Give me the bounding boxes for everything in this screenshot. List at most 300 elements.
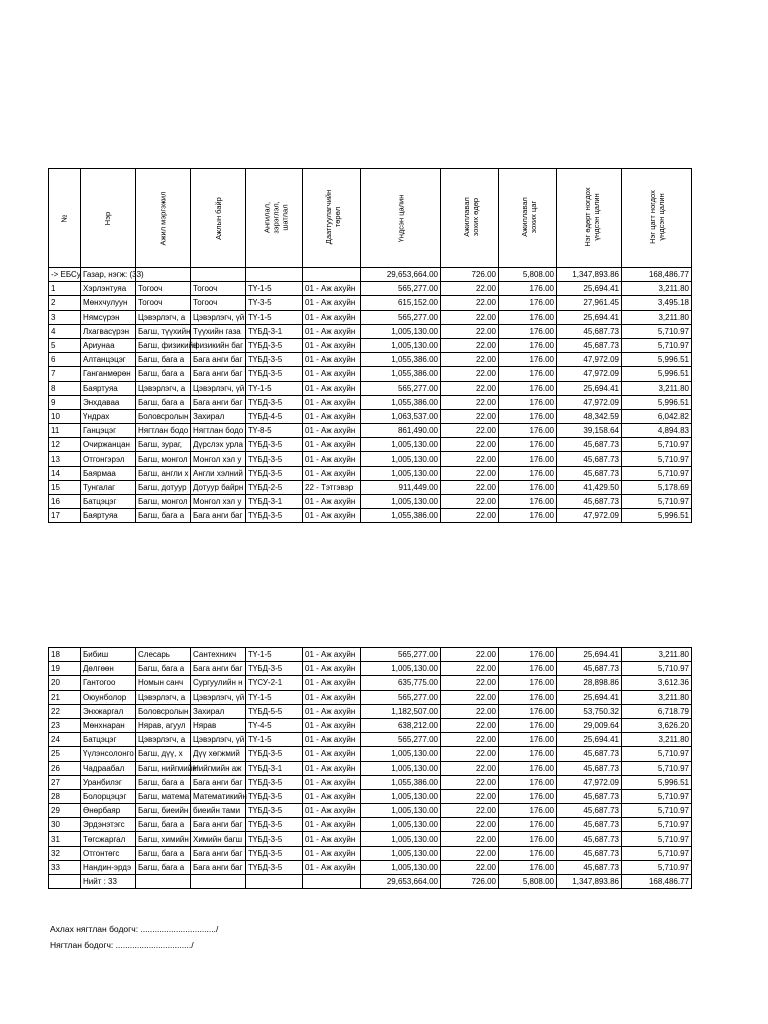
table-row bbox=[49, 367, 692, 381]
table-cell: 5,710.97 bbox=[622, 438, 692, 452]
table-cell: 176.00 bbox=[499, 353, 557, 367]
table-cell: 22.00 bbox=[441, 480, 499, 494]
table-cell: 1,005,130.00 bbox=[361, 804, 441, 818]
table-cell: Багш, биеийн bbox=[136, 804, 191, 818]
table-cell: Багш, монгол bbox=[136, 452, 191, 466]
table-cell: 176.00 bbox=[499, 690, 557, 704]
table-cell: Мөнхнаран bbox=[81, 718, 136, 732]
table-cell: 22.00 bbox=[441, 676, 499, 690]
table-cell: 22 - Тэтгэвэр bbox=[303, 480, 361, 494]
table-cell: Багш, зураг, bbox=[136, 438, 191, 452]
table-cell: 176.00 bbox=[499, 424, 557, 438]
table-cell: ТҮБД-2-5 bbox=[246, 480, 303, 494]
table-cell: 9 bbox=[49, 395, 81, 409]
table-cell: 01 - Аж ахуйн bbox=[303, 381, 361, 395]
table-cell: 45,687.73 bbox=[557, 789, 622, 803]
table-cell: 22.00 bbox=[441, 452, 499, 466]
table-cell: Багш, бага а bbox=[136, 367, 191, 381]
table-cell: 01 - Аж ахуйн bbox=[303, 438, 361, 452]
header-cell: Даатгуулагчийн төрөл bbox=[303, 169, 361, 268]
table-cell: Багш, монгол bbox=[136, 495, 191, 509]
table-cell: Тунгалаг bbox=[81, 480, 136, 494]
table-cell: 22.00 bbox=[441, 832, 499, 846]
table-cell: 11 bbox=[49, 424, 81, 438]
table-row bbox=[49, 438, 692, 452]
table-cell: 01 - Аж ахуйн bbox=[303, 310, 361, 324]
table-cell: ТҮ-1-5 bbox=[246, 648, 303, 662]
table-cell: 3,626.20 bbox=[622, 718, 692, 732]
table-cell: 01 - Аж ахуйн bbox=[303, 495, 361, 509]
table-cell: 25,694.41 bbox=[557, 282, 622, 296]
table-cell: Тогооч bbox=[136, 296, 191, 310]
table-cell: Лхагвасүрэн bbox=[81, 324, 136, 338]
table-cell: 25,694.41 bbox=[557, 733, 622, 747]
table-cell: ТҮБД-3-1 bbox=[246, 761, 303, 775]
table-cell: Тогооч bbox=[136, 282, 191, 296]
table-cell: -> ЕБСу bbox=[49, 268, 81, 282]
table-cell: 3,612.36 bbox=[622, 676, 692, 690]
table-cell: 22.00 bbox=[441, 310, 499, 324]
table-cell: 1,005,130.00 bbox=[361, 466, 441, 480]
table-cell: 22 bbox=[49, 704, 81, 718]
table-cell: Дүрслэх урла bbox=[191, 438, 246, 452]
table-row bbox=[49, 282, 692, 296]
header-cell: Нэр bbox=[81, 169, 136, 268]
table-cell: 45,687.73 bbox=[557, 662, 622, 676]
table-cell: 01 - Аж ахуйн bbox=[303, 282, 361, 296]
table-cell: 3,211.80 bbox=[622, 648, 692, 662]
table-cell: 13 bbox=[49, 452, 81, 466]
table-cell: 176.00 bbox=[499, 704, 557, 718]
table-cell: Нягтлан бодо bbox=[191, 424, 246, 438]
table-cell: 726.00 bbox=[441, 268, 499, 282]
table-cell: 3,211.80 bbox=[622, 733, 692, 747]
table-cell: 2 bbox=[49, 296, 81, 310]
table-cell: 22.00 bbox=[441, 409, 499, 423]
table-cell: 22.00 bbox=[441, 846, 499, 860]
table-cell: 1,005,130.00 bbox=[361, 662, 441, 676]
table-cell: 01 - Аж ахуйн bbox=[303, 860, 361, 874]
table-cell: 1,005,130.00 bbox=[361, 495, 441, 509]
table-cell bbox=[49, 875, 81, 889]
table-cell bbox=[136, 875, 191, 889]
table-cell: Цэвэрлэгч, үй bbox=[191, 310, 246, 324]
table-cell: Багш, нийгмийн bbox=[136, 761, 191, 775]
table-row bbox=[49, 789, 692, 803]
table-cell: Отгонгэрэл bbox=[81, 452, 136, 466]
table-cell: Слесарь bbox=[136, 648, 191, 662]
table-cell: Тогооч bbox=[191, 296, 246, 310]
table-cell: 28,898.86 bbox=[557, 676, 622, 690]
table-cell: 45,687.73 bbox=[557, 804, 622, 818]
accountant-signature: Нягтлан бодогч: ................................/ bbox=[50, 940, 194, 950]
table-cell: Багш, бага а bbox=[136, 509, 191, 523]
table-cell: Цэвэрлэгч, а bbox=[136, 310, 191, 324]
table-cell: 176.00 bbox=[499, 733, 557, 747]
table-cell: 22.00 bbox=[441, 648, 499, 662]
table-cell: ТҮ-1-5 bbox=[246, 310, 303, 324]
table-cell: Цэвэрлэгч, а bbox=[136, 381, 191, 395]
table-cell: 176.00 bbox=[499, 409, 557, 423]
table-cell: Нандин-эрдэ bbox=[81, 860, 136, 874]
table-cell: Багш, физикийн bbox=[136, 338, 191, 352]
table-cell: 176.00 bbox=[499, 466, 557, 480]
table-cell: 1,005,130.00 bbox=[361, 846, 441, 860]
table-cell: 5,710.97 bbox=[622, 747, 692, 761]
table-cell: 168,486.77 bbox=[622, 268, 692, 282]
table-cell: 29,653,664.00 bbox=[361, 875, 441, 889]
table-cell: 22.00 bbox=[441, 381, 499, 395]
header-cell: Ажлын байр bbox=[191, 169, 246, 268]
table-cell: Нярав bbox=[191, 718, 246, 732]
table-cell: 14 bbox=[49, 466, 81, 480]
table-cell: 638,212.00 bbox=[361, 718, 441, 732]
table-cell: 5 bbox=[49, 338, 81, 352]
table-cell: 45,687.73 bbox=[557, 747, 622, 761]
table-cell: Батцэцэг bbox=[81, 495, 136, 509]
table-cell: Түүхийн газа bbox=[191, 324, 246, 338]
header-cell: Нэг цагт ногдох үндсэн цалин bbox=[622, 169, 692, 268]
table-cell: 01 - Аж ахуйн bbox=[303, 324, 361, 338]
table-cell: Нярав, агуул bbox=[136, 718, 191, 732]
table-cell: 47,972.09 bbox=[557, 367, 622, 381]
table-cell bbox=[303, 875, 361, 889]
table-cell: 1,005,130.00 bbox=[361, 761, 441, 775]
table-cell: 01 - Аж ахуйн bbox=[303, 846, 361, 860]
table-cell: 22.00 bbox=[441, 747, 499, 761]
table-cell: 176.00 bbox=[499, 662, 557, 676]
table-row bbox=[49, 296, 692, 310]
table-cell: 1,005,130.00 bbox=[361, 338, 441, 352]
payroll-table-part-1 bbox=[48, 168, 692, 523]
table-cell: 726.00 bbox=[441, 875, 499, 889]
table-cell: 22.00 bbox=[441, 733, 499, 747]
table-cell: ТҮБД-3-5 bbox=[246, 438, 303, 452]
table-cell: Англи хэлний bbox=[191, 466, 246, 480]
table-cell: 22.00 bbox=[441, 662, 499, 676]
table-cell: 176.00 bbox=[499, 775, 557, 789]
table-row bbox=[49, 395, 692, 409]
table-cell: 176.00 bbox=[499, 495, 557, 509]
table-row bbox=[49, 733, 692, 747]
table-cell: 3,211.80 bbox=[622, 381, 692, 395]
table-row bbox=[49, 648, 692, 662]
table-cell bbox=[246, 268, 303, 282]
table-cell: 22.00 bbox=[441, 438, 499, 452]
table-cell: 176.00 bbox=[499, 804, 557, 818]
table-cell: Нямсүрэн bbox=[81, 310, 136, 324]
table-cell: ТҮБД-3-5 bbox=[246, 452, 303, 466]
table-cell: 176.00 bbox=[499, 832, 557, 846]
table-cell: Баяртуяа bbox=[81, 381, 136, 395]
header-cell: Нэг өдөрт ногдох үндсэн цалин bbox=[557, 169, 622, 268]
table-cell: 5,710.97 bbox=[622, 804, 692, 818]
table-cell: 48,342.59 bbox=[557, 409, 622, 423]
table-cell: 565,277.00 bbox=[361, 310, 441, 324]
table-cell: 176.00 bbox=[499, 324, 557, 338]
table-cell: Бага анги баг bbox=[191, 775, 246, 789]
table-cell: 635,775.00 bbox=[361, 676, 441, 690]
table-cell: 565,277.00 bbox=[361, 381, 441, 395]
table-cell: ТҮБД-3-5 bbox=[246, 367, 303, 381]
table-cell: 3 bbox=[49, 310, 81, 324]
table-cell: 22.00 bbox=[441, 789, 499, 803]
table-cell: 615,152.00 bbox=[361, 296, 441, 310]
table-cell: 3,211.80 bbox=[622, 282, 692, 296]
table-cell: Захирал bbox=[191, 409, 246, 423]
table-row bbox=[49, 324, 692, 338]
table-cell: 01 - Аж ахуйн bbox=[303, 775, 361, 789]
table-row bbox=[49, 832, 692, 846]
table-cell: 1,005,130.00 bbox=[361, 832, 441, 846]
table-cell: 176.00 bbox=[499, 395, 557, 409]
table-cell: 45,687.73 bbox=[557, 338, 622, 352]
table-cell: Дөлгөөн bbox=[81, 662, 136, 676]
table-cell: 01 - Аж ахуйн bbox=[303, 733, 361, 747]
summary-row bbox=[49, 268, 692, 282]
table-cell: 22.00 bbox=[441, 509, 499, 523]
table-cell: 25,694.41 bbox=[557, 310, 622, 324]
table-row bbox=[49, 846, 692, 860]
table-cell: Багш, англи х bbox=[136, 466, 191, 480]
table-cell: Багш, бага а bbox=[136, 353, 191, 367]
table-cell: 29,009.64 bbox=[557, 718, 622, 732]
table-cell: ТҮ-1-5 bbox=[246, 733, 303, 747]
table-cell: Үндрах bbox=[81, 409, 136, 423]
table-cell: 1,347,893.86 bbox=[557, 875, 622, 889]
table-cell: Уранбилэг bbox=[81, 775, 136, 789]
table-cell: ТҮБД-3-5 bbox=[246, 789, 303, 803]
table-cell: 176.00 bbox=[499, 718, 557, 732]
table-cell: Нийт : 33 bbox=[81, 875, 136, 889]
table-cell: Цэвэрлэгч, үй bbox=[191, 690, 246, 704]
header-cell: Үндсэн цалин bbox=[361, 169, 441, 268]
table-cell: 53,750.32 bbox=[557, 704, 622, 718]
table-cell: 22.00 bbox=[441, 718, 499, 732]
table-cell: 19 bbox=[49, 662, 81, 676]
table-cell: 565,277.00 bbox=[361, 733, 441, 747]
table-cell: ТҮБД-3-5 bbox=[246, 818, 303, 832]
table-cell: 5,710.97 bbox=[622, 495, 692, 509]
table-cell: 45,687.73 bbox=[557, 846, 622, 860]
table-cell: 01 - Аж ахуйн bbox=[303, 704, 361, 718]
table-cell: 168,486.77 bbox=[622, 875, 692, 889]
table-cell: Монгол хэл у bbox=[191, 452, 246, 466]
table-cell: Үүлэнсолонго bbox=[81, 747, 136, 761]
table-cell: 176.00 bbox=[499, 338, 557, 352]
table-cell: ТҮБД-3-5 bbox=[246, 775, 303, 789]
table-row bbox=[49, 353, 692, 367]
table-cell: физикийн баг bbox=[191, 338, 246, 352]
table-cell: 3,211.80 bbox=[622, 310, 692, 324]
table-cell: 1,347,893.86 bbox=[557, 268, 622, 282]
table-cell: Дүү хөгжмий bbox=[191, 747, 246, 761]
table-cell: 01 - Аж ахуйн bbox=[303, 648, 361, 662]
table-cell: ТҮБД-3-1 bbox=[246, 324, 303, 338]
table-cell: 5,710.97 bbox=[622, 452, 692, 466]
table-cell: 30 bbox=[49, 818, 81, 832]
table-cell: 47,972.09 bbox=[557, 353, 622, 367]
table-cell: Баяртуяа bbox=[81, 509, 136, 523]
table-cell: Математикийн bbox=[191, 789, 246, 803]
table-cell: 01 - Аж ахуйн bbox=[303, 676, 361, 690]
table-cell: 1,005,130.00 bbox=[361, 324, 441, 338]
table-cell: Оюунболор bbox=[81, 690, 136, 704]
table-cell: 01 - Аж ахуйн bbox=[303, 804, 361, 818]
table-cell: 5,710.97 bbox=[622, 466, 692, 480]
table-cell: 5,710.97 bbox=[622, 789, 692, 803]
table-cell: ТҮБД-3-5 bbox=[246, 466, 303, 480]
table-cell: Ганцэцэг bbox=[81, 424, 136, 438]
table-cell: 39,158.64 bbox=[557, 424, 622, 438]
table-cell: 5,996.51 bbox=[622, 509, 692, 523]
table-cell: 45,687.73 bbox=[557, 761, 622, 775]
header-cell: Ажил мэргэжил bbox=[136, 169, 191, 268]
table-cell: ТҮ-3-5 bbox=[246, 296, 303, 310]
table-cell: 15 bbox=[49, 480, 81, 494]
table-cell: 01 - Аж ахуйн bbox=[303, 662, 361, 676]
table-cell: ТҮБД-3-5 bbox=[246, 662, 303, 676]
table-cell: Цэвэрлэгч, а bbox=[136, 690, 191, 704]
table-cell: 22.00 bbox=[441, 353, 499, 367]
table-cell: 12 bbox=[49, 438, 81, 452]
table-cell: 22.00 bbox=[441, 761, 499, 775]
table-row bbox=[49, 747, 692, 761]
table-cell: 01 - Аж ахуйн bbox=[303, 690, 361, 704]
table-cell: ТҮ-1-5 bbox=[246, 690, 303, 704]
table-cell: Багш, бага а bbox=[136, 395, 191, 409]
table-row bbox=[49, 662, 692, 676]
table-cell: Бага анги баг bbox=[191, 395, 246, 409]
table-cell: 1,055,386.00 bbox=[361, 353, 441, 367]
table-row bbox=[49, 676, 692, 690]
table-cell: 176.00 bbox=[499, 381, 557, 395]
table-cell: Төгсжаргал bbox=[81, 832, 136, 846]
table-cell: 23 bbox=[49, 718, 81, 732]
table-cell: 22.00 bbox=[441, 818, 499, 832]
table-cell: 176.00 bbox=[499, 509, 557, 523]
table-cell: ТҮБД-3-5 bbox=[246, 832, 303, 846]
table-cell: 3,495.18 bbox=[622, 296, 692, 310]
table-cell: 1,005,130.00 bbox=[361, 818, 441, 832]
table-cell: Бага анги баг bbox=[191, 662, 246, 676]
table-cell: 1,005,130.00 bbox=[361, 860, 441, 874]
table-cell: 01 - Аж ахуйн bbox=[303, 718, 361, 732]
table-cell: биеийн тами bbox=[191, 804, 246, 818]
table-row bbox=[49, 310, 692, 324]
table-cell: 5,808.00 bbox=[499, 875, 557, 889]
table-cell: 176.00 bbox=[499, 367, 557, 381]
table-row bbox=[49, 381, 692, 395]
table-cell: Бага анги баг bbox=[191, 818, 246, 832]
table-cell: 565,277.00 bbox=[361, 690, 441, 704]
table-cell: 01 - Аж ахуйн bbox=[303, 761, 361, 775]
table-cell: Багш, бага а bbox=[136, 860, 191, 874]
table-cell: ТҮБД-3-1 bbox=[246, 495, 303, 509]
table-cell: ТҮ-1-5 bbox=[246, 381, 303, 395]
table-cell: 861,490.00 bbox=[361, 424, 441, 438]
table-cell: 1,005,130.00 bbox=[361, 438, 441, 452]
table-cell: Нягтлан бодо bbox=[136, 424, 191, 438]
table-cell: 25,694.41 bbox=[557, 648, 622, 662]
table-cell: 01 - Аж ахуйн bbox=[303, 452, 361, 466]
table-cell: 22.00 bbox=[441, 775, 499, 789]
table-cell: 4,894.83 bbox=[622, 424, 692, 438]
table-cell: 25 bbox=[49, 747, 81, 761]
table-cell: 47,972.09 bbox=[557, 509, 622, 523]
table-row bbox=[49, 424, 692, 438]
table-cell: 1,055,386.00 bbox=[361, 367, 441, 381]
table-cell: ТҮСУ-2-1 bbox=[246, 676, 303, 690]
table-cell: 29,653,664.00 bbox=[361, 268, 441, 282]
table-cell: 176.00 bbox=[499, 452, 557, 466]
table-cell: 45,687.73 bbox=[557, 860, 622, 874]
table-cell: 176.00 bbox=[499, 282, 557, 296]
table-cell: 27 bbox=[49, 775, 81, 789]
table-cell: 1,182,507.00 bbox=[361, 704, 441, 718]
table-cell: Бибиш bbox=[81, 648, 136, 662]
table-cell: 45,687.73 bbox=[557, 438, 622, 452]
table-cell: 176.00 bbox=[499, 438, 557, 452]
table-row bbox=[49, 509, 692, 523]
table-cell: Баярмаа bbox=[81, 466, 136, 480]
table-cell: 22.00 bbox=[441, 367, 499, 381]
table-cell: Монгол хэл у bbox=[191, 495, 246, 509]
table-cell: Боловсролын bbox=[136, 704, 191, 718]
table-cell: Алтанцэцэг bbox=[81, 353, 136, 367]
table-cell: Цэвэрлэгч, үй bbox=[191, 381, 246, 395]
table-cell: 1,055,386.00 bbox=[361, 509, 441, 523]
table-cell: 32 bbox=[49, 846, 81, 860]
table-row bbox=[49, 338, 692, 352]
table-cell: 22.00 bbox=[441, 282, 499, 296]
table-cell bbox=[191, 875, 246, 889]
table-cell: 6,718.79 bbox=[622, 704, 692, 718]
table-cell: 01 - Аж ахуйн bbox=[303, 338, 361, 352]
table-cell: Багш, түүхийн bbox=[136, 324, 191, 338]
table-cell: 01 - Аж ахуйн bbox=[303, 818, 361, 832]
table-cell: Бага анги баг bbox=[191, 846, 246, 860]
table-cell: 41,429.50 bbox=[557, 480, 622, 494]
table-cell: 01 - Аж ахуйн bbox=[303, 353, 361, 367]
table-cell: 25,694.41 bbox=[557, 690, 622, 704]
table-cell: Нийгмийн аж bbox=[191, 761, 246, 775]
table-cell: ТҮБД-3-5 bbox=[246, 395, 303, 409]
table-cell: Захирал bbox=[191, 704, 246, 718]
table-row bbox=[49, 860, 692, 874]
table-cell: 22.00 bbox=[441, 704, 499, 718]
table-cell: Бага анги баг bbox=[191, 367, 246, 381]
table-cell: 176.00 bbox=[499, 747, 557, 761]
table-cell: 17 bbox=[49, 509, 81, 523]
header-cell: Ажиллавал зохих өдөр bbox=[441, 169, 499, 268]
table-cell: 22.00 bbox=[441, 324, 499, 338]
table-cell: 01 - Аж ахуйн bbox=[303, 509, 361, 523]
table-row bbox=[49, 775, 692, 789]
table-cell: Энхдаваа bbox=[81, 395, 136, 409]
table-cell: Ганганмөрөн bbox=[81, 367, 136, 381]
table-cell: 28 bbox=[49, 789, 81, 803]
header-cell: Ангилал, зэрэглэл, шатлал bbox=[246, 169, 303, 268]
table-cell: 24 bbox=[49, 733, 81, 747]
table-cell: Багш, дотуур bbox=[136, 480, 191, 494]
table-cell: Боловсролын bbox=[136, 409, 191, 423]
table-cell: 22.00 bbox=[441, 338, 499, 352]
table-cell: 176.00 bbox=[499, 761, 557, 775]
table-cell: 911,449.00 bbox=[361, 480, 441, 494]
table-cell: Дотуур байрн bbox=[191, 480, 246, 494]
table-cell: 176.00 bbox=[499, 676, 557, 690]
